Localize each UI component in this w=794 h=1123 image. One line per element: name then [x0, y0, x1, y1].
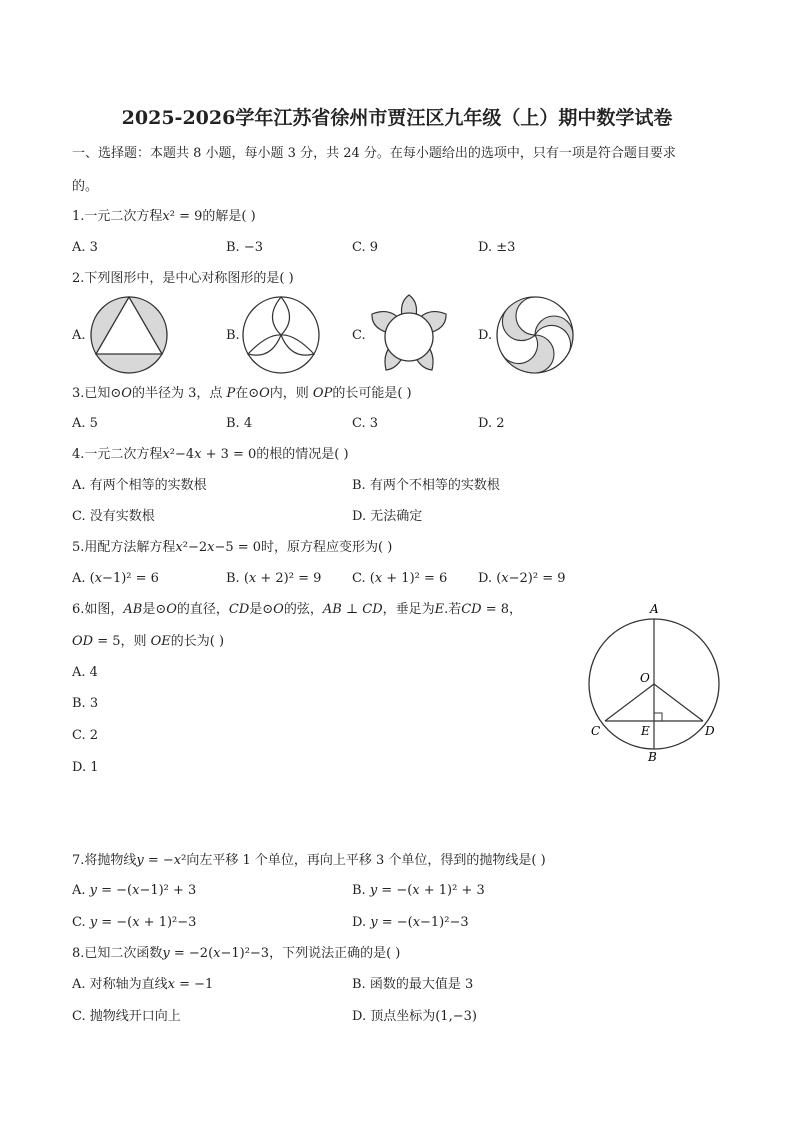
q8-option-b: B. 函数的最大值是 3 [352, 977, 474, 992]
q4-option-a: A. 有两个相等的实数根 [72, 478, 207, 493]
q6-option-b: B. 3 [72, 696, 99, 711]
q7-option-b: B. 𝑦 = −(𝑥 + 1)² + 3 [352, 883, 485, 898]
q2-figure-b [240, 294, 322, 376]
q6-circle-figure [580, 598, 730, 766]
q6-option-d: D. 1 [72, 760, 99, 775]
question-5-stem: 5.用配方法解方程𝑥²−2𝑥−5 = 0时，原方程应变形为( ) [72, 540, 393, 555]
question-6-stem-line1: 6.如图，𝐴𝐵是⊙𝑂的直径，𝐶𝐷是⊙𝑂的弦，𝐴𝐵 ⊥ 𝐶𝐷，垂足为𝐸.若𝐶𝐷 = 8， [72, 602, 523, 617]
page-title: 2025-2026学年江苏省徐州市贾汪区九年级（上）期中数学试卷 [121, 107, 673, 129]
q5-option-a: A. (𝑥−1)² = 6 [72, 571, 159, 586]
q8-option-c: C. 抛物线开口向上 [72, 1009, 181, 1024]
q2-figure-a [88, 294, 170, 376]
q2-option-b: B. [226, 328, 240, 343]
q8-option-d: D. 顶点坐标为(1,−3) [352, 1009, 477, 1024]
q7-option-c: C. 𝑦 = −(𝑥 + 1)²−3 [72, 915, 197, 930]
q4-option-b: B. 有两个不相等的实数根 [352, 478, 500, 493]
q1-option-c: C. 9 [352, 240, 379, 255]
q2-figure-c [366, 292, 452, 378]
q1-option-a: A. 3 [72, 240, 98, 255]
q3-option-a: A. 5 [72, 416, 98, 431]
q2-option-c: C. [352, 328, 366, 343]
question-1-stem: 1.一元二次方程𝑥² = 9的解是( ) [72, 209, 256, 224]
question-7-stem: 7.将抛物线𝑦 = −𝑥²向左平移 1 个单位，再向上平移 3 个单位，得到的抛物线是( ) [72, 853, 546, 868]
q4-option-c: C. 没有实数根 [72, 509, 155, 524]
q7-option-a: A. 𝑦 = −(𝑥−1)² + 3 [72, 883, 197, 898]
q5-option-d: D. (𝑥−2)² = 9 [478, 571, 566, 586]
q3-option-b: B. 4 [226, 416, 253, 431]
q5-option-b: B. (𝑥 + 2)² = 9 [226, 571, 322, 586]
label-b: B [648, 750, 657, 764]
q3-option-c: C. 3 [352, 416, 379, 431]
label-a: A [650, 602, 659, 616]
q2-option-d: D. [478, 328, 493, 343]
q4-option-d: D. 无法确定 [352, 509, 423, 524]
label-c: C [591, 724, 601, 738]
label-d: D [705, 724, 715, 738]
q5-option-c: C. (𝑥 + 1)² = 6 [352, 571, 448, 586]
question-3-stem: 3.已知⊙𝑂的半径为 3，点 𝑃在⊙𝑂内，则 𝑂𝑃的长可能是( ) [72, 386, 412, 401]
section-heading-line2: 的。 [72, 179, 99, 194]
q2-option-a: A. [72, 328, 86, 343]
question-8-stem: 8.已知二次函数𝑦 = −2(𝑥−1)²−3，下列说法正确的是( ) [72, 946, 401, 961]
right-angle-mark [654, 713, 662, 721]
label-o: O [640, 671, 650, 685]
segment-oc [605, 684, 654, 721]
q2-figure-d [494, 294, 576, 376]
q3-option-d: D. 2 [478, 416, 505, 431]
segment-od [654, 684, 703, 721]
q7-option-d: D. 𝑦 = −(𝑥−1)²−3 [352, 915, 469, 930]
q6-option-a: A. 4 [72, 665, 98, 680]
section-heading-line1: 一、选择题：本题共 8 小题，每小题 3 分，共 24 分。在每小题给出的选项中，只有一项是符合题目要求 [72, 146, 676, 161]
q1-option-d: D. ±3 [478, 240, 516, 255]
q1-option-b: B. −3 [226, 240, 263, 255]
q8-option-a: A. 对称轴为直线𝑥 = −1 [72, 977, 214, 992]
q6-option-c: C. 2 [72, 728, 99, 743]
label-e: E [641, 724, 650, 738]
question-4-stem: 4.一元二次方程𝑥²−4𝑥 + 3 = 0的根的情况是( ) [72, 447, 349, 462]
question-6-stem-line2: 𝑂𝐷 = 5，则 𝑂𝐸的长为( ) [72, 634, 225, 649]
question-2-stem: 2.下列图形中，是中心对称图形的是( ) [72, 271, 294, 286]
